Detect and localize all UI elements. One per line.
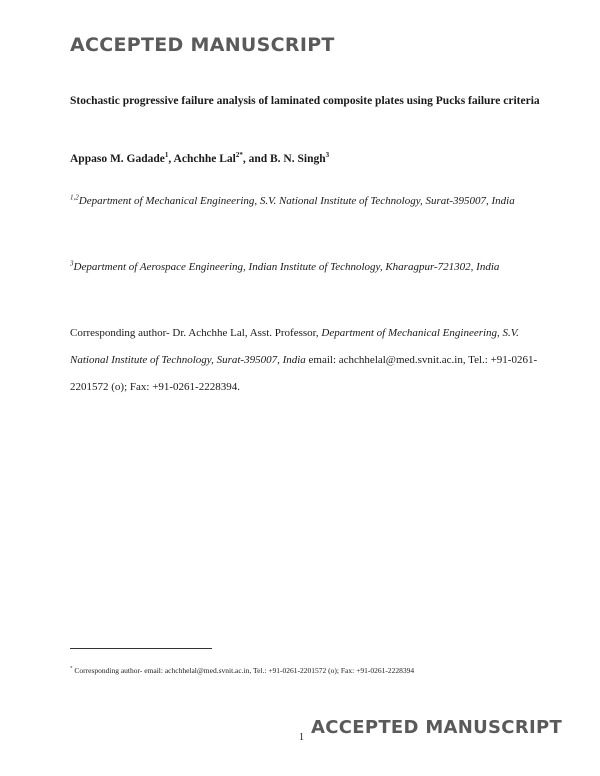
affiliation-1	[70, 188, 540, 215]
affiliation-2	[70, 254, 540, 281]
corresponding-author-affiliation: Department of Mechanical Engineering, S.V. National Institute of Technology, Surat-395007, India	[70, 327, 519, 366]
author-1-name: Appaso M. Gadade	[70, 153, 165, 165]
paper-title: Stochastic progressive failure analysis of laminated composite plates using Pucks failure criteria	[70, 95, 540, 107]
affiliation-2-text: Department of Aerospace Engineering, Indian Institute of Technology, Kharagpur-721302, India	[73, 261, 500, 273]
footnote-divider	[70, 648, 212, 649]
corresponding-author-lead: Corresponding author- Dr. Achchhe Lal, Asst. Professor,	[70, 327, 322, 339]
affiliation-1-mark: 1,2	[70, 193, 79, 202]
footnote-mark: *	[70, 666, 73, 672]
author-separator: , and	[242, 153, 270, 165]
author-2-affiliation-mark: 2*	[235, 151, 243, 160]
page-number: 1	[299, 732, 304, 743]
author-1-affiliation-mark: 1	[164, 151, 169, 160]
corresponding-author-contact: email: achchhelal@med.svnit.ac.in, Tel.: +91-0261-2201572 (o); Fax: +91-0261-2228394.	[70, 354, 538, 393]
author-list	[70, 153, 329, 165]
affiliation-2-mark: 3	[70, 259, 74, 268]
footnote	[70, 666, 414, 675]
author-2-name: Achchhe Lal	[173, 153, 236, 165]
author-3-affiliation-mark: 3	[325, 151, 330, 160]
footnote-text: Corresponding author- email: achchhelal@med.svnit.ac.in, Tel.: +91-0261-2201572 (o); Fax: +91-0261-2228394	[72, 666, 415, 675]
corresponding-author-block	[70, 320, 540, 401]
accepted-manuscript-header: ACCEPTED MANUSCRIPT	[70, 34, 335, 56]
accepted-manuscript-footer: ACCEPTED MANUSCRIPT	[311, 717, 563, 738]
author-separator: ,	[168, 153, 174, 165]
affiliation-1-text: Department of Mechanical Engineering, S.V. National Institute of Technology, Surat-395007, India	[78, 195, 515, 207]
author-3-name: B. N. Singh	[270, 153, 326, 165]
